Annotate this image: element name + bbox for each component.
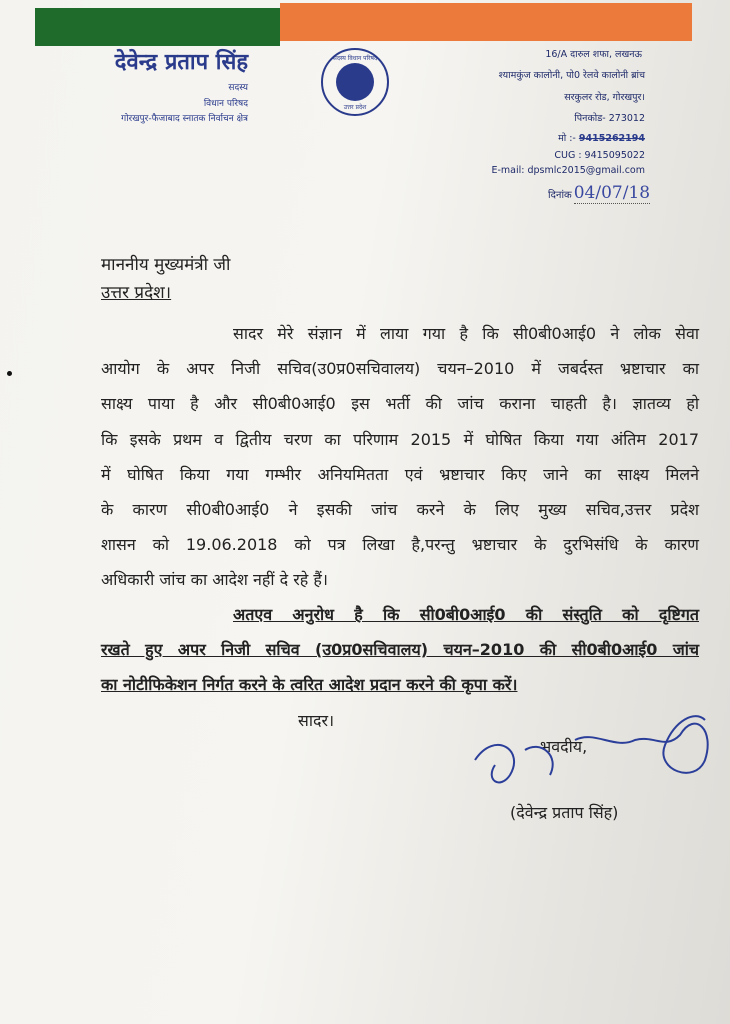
cug-number: CUG : 9415095022 <box>554 150 645 161</box>
request-line: रखते हुए अपर निजी सचिव (उ0प्र0सचिवालय) चयन–2010 की सी0बी0आई0 जांच <box>101 640 699 659</box>
address-pincode: पिनकोड- 273012 <box>574 113 645 124</box>
address-line: सरकुलर रोड, गोरखपुर। <box>564 92 645 103</box>
signatory-name: (देवेन्द्र प्रताप सिंह) <box>510 803 619 822</box>
mobile-struck: 9415262194 <box>578 133 645 144</box>
sender-designation: सदस्य <box>228 83 248 93</box>
body-line: अधिकारी जांच का आदेश नहीं दे रहे हैं। <box>101 570 328 589</box>
date-label: दिनांक <box>548 190 572 201</box>
body-line: सादर मेरे संज्ञान में लाया गया है कि सी0बी0आई0 ने लोक सेवा <box>233 324 699 343</box>
address-line: श्यामकुंज कालोनी, पो0 रेलवे कालोनी ब्रांच <box>498 70 645 81</box>
sender-constituency: गोरखपुर-फैजाबाद स्नातक निर्वाचन क्षेत्र <box>121 114 248 124</box>
request-line: का नोटीफिकेशन निर्गत करने के त्वरित आदेश प्रदान करने की कृपा करें। <box>101 675 518 694</box>
letterhead-green-band <box>35 8 280 46</box>
mobile-number <box>558 131 645 144</box>
body-line: में घोषित किया गया गम्भीर अनियमितता एवं भ्रष्टाचार किए जाने का साक्ष्य मिलने <box>101 465 699 484</box>
body-line: साक्ष्य पाया है और सी0बी0आई0 इस भर्ती की जांच कराना चाहती है। ज्ञातव्य हो <box>101 394 699 413</box>
seal-top-text: सदस्य विधान परिषद <box>332 55 378 62</box>
seal-emblem-icon <box>336 63 374 101</box>
recipient-line-1: माननीय मुख्यमंत्री जी <box>101 255 231 275</box>
body-line: के कारण सी0बी0आई0 ने इसकी जांच करने के लिए मुख्य सचिव,उत्तर प्रदेश <box>101 500 699 519</box>
handwritten-signature <box>465 690 715 810</box>
mobile-label: मो :- <box>558 133 576 144</box>
body-line: आयोग के अपर निजी सचिव(उ0प्र0सचिवालय) चयन–2010 में जबर्दस्त भ्रष्टाचार का <box>101 359 699 378</box>
body-line: शासन को 19.06.2018 को पत्र लिखा है,परन्तु भ्रष्टाचार के दुरभिसंधि के कारण <box>101 535 699 554</box>
request-line: अतएव अनुरोध है कि सी0बी0आई0 की संस्तुति को दृष्टिगत <box>233 605 699 624</box>
sender-name: देवेन्द्र प्रताप सिंह <box>114 50 248 75</box>
letterhead-orange-band <box>280 3 692 41</box>
email: E-mail: dpsmlc2015@gmail.com <box>491 165 645 176</box>
date-value: 04/07/18 <box>573 183 651 203</box>
sender-council: विधान परिषद <box>203 99 248 109</box>
recipient-line-2: उत्तर प्रदेश। <box>101 283 172 303</box>
date-field <box>548 183 650 203</box>
margin-dot <box>7 371 12 376</box>
closing-sadar: सादर। <box>298 711 335 730</box>
seal-bottom-text: उत्तर प्रदेश <box>343 104 367 111</box>
body-line: कि इसके प्रथम व द्वितीय चरण का परिणाम 2015 में घोषित किया गया अंतिम 2017 <box>101 430 699 449</box>
council-seal-logo <box>321 48 389 116</box>
closing-bhavdiya: भवदीय, <box>540 737 588 756</box>
address-line: 16/A दारुल शफा, लखनऊ <box>545 49 642 60</box>
